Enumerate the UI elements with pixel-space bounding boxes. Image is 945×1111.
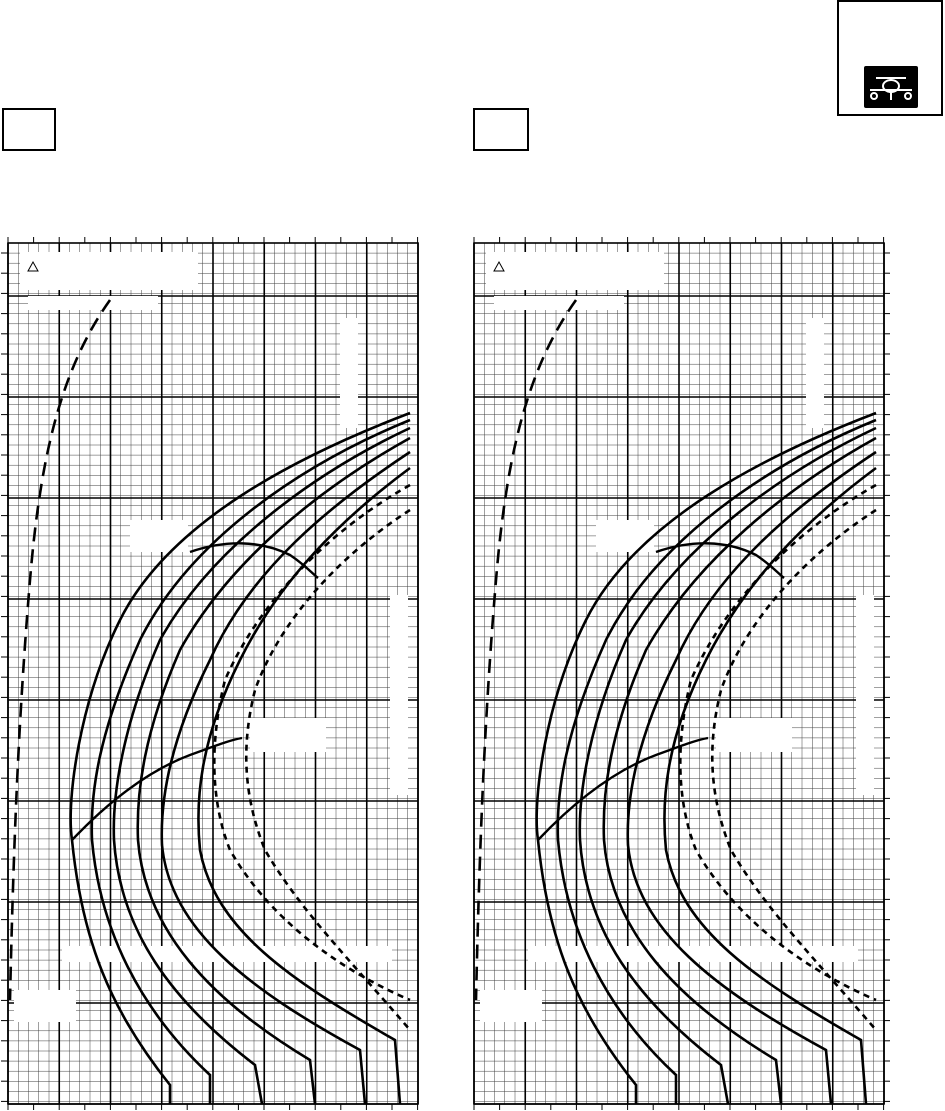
curve-label-strip xyxy=(28,296,158,310)
right-label-top xyxy=(806,318,824,428)
connector-curve-lower xyxy=(538,738,708,840)
annotation-box-bottom xyxy=(14,990,76,1022)
annotation-box-upper xyxy=(130,520,188,552)
right-label-mid xyxy=(390,595,408,795)
solid-curve-6 xyxy=(664,468,876,1104)
legend-box xyxy=(20,252,198,290)
right-label-mid xyxy=(856,595,874,795)
annotation-box-lower xyxy=(250,718,326,752)
legend-box xyxy=(486,252,664,290)
right-chart-panel xyxy=(474,237,890,1110)
side-ticks xyxy=(884,253,890,1101)
annotation-box-upper xyxy=(596,520,654,552)
curve-label-strip xyxy=(494,296,624,310)
left-chart-panel xyxy=(1,237,418,1110)
connector-curve-lower xyxy=(72,738,242,840)
side-ticks xyxy=(1,253,8,1101)
right-label-top xyxy=(340,318,358,428)
solid-curve-6 xyxy=(198,468,410,1104)
annotation-box-lower xyxy=(716,718,792,752)
annotation-box-bottom xyxy=(480,990,542,1022)
